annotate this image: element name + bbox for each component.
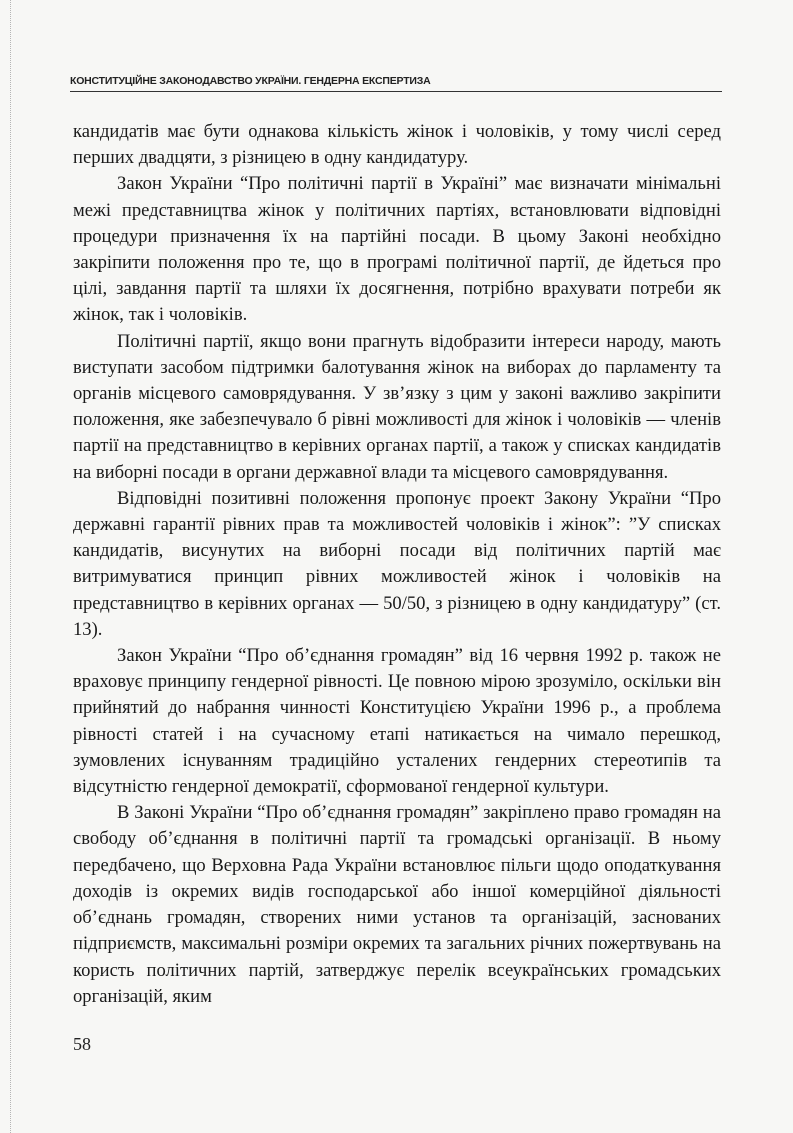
paragraph: Політичні партії, якщо вони прагнуть відобразити інтереси народу, мають виступати засобом підтримки балотування жінок на виборах до парламенту та органів місцевого самоврядування. У зв’язку з цим у законі важливо закріпити положення, яке забезпечувало б рівні можливості для жінок і чоловіків — членів партії на представництво в керівних органах партії, а також у списках кандидатів на виборні посади в органи державної влади та місцевого самоврядування. xyxy=(73,330,721,483)
paragraph: В Законі України “Про об’єднання громадян” закріплено право громадян на свободу об’єднання в політичні партії та громадські організації. В ньому передбачено, що Верховна Рада України встановлює пільги щодо оподаткування доходів із окремих видів господарської або іншої комерційної діяльності об’єднань громадян, створених ними установ та організацій, заснованих підприємств, максимальні розміри окремих та загальних річних пожертвувань на користь політичних партій, затверджує перелік всеукраїнських громадських організацій, яким xyxy=(73,802,721,1007)
paragraph: кандидатів має бути однакова кількість жінок і чоловіків, у тому числі серед перших двадцяти, з різницею в одну кандидатуру. xyxy=(73,121,721,169)
paragraph: Закон України “Про об’єднання громадян” від 16 червня 1992 р. також не враховує принципу гендерної рівності. Це повною мірою зрозуміло, оскільки він прийнятий до набрання чинності Конституцією України 1996 р., а проблема рівності статей і на сучасному етапі натикається на чимало перешкод, зумовлених існуванням традиційно усталених гендерних стереотипів та відсутністю гендерної демократії, сформованої гендерної культури. xyxy=(73,645,721,798)
paragraph: Відповідні позитивні положення пропонує проект Закону України “Про державні гарантії рівних прав та можливостей чоловіків і жінок”: ”У списках кандидатів, висунутих на виборні посади від політичних партій має витримуватися принцип рівних можливостей жінок і чоловіків на представництво в керівних органах — 50/50, з різницею в одну кандидатуру” (ст. 13). xyxy=(73,487,721,640)
header-divider xyxy=(70,91,722,92)
body-text xyxy=(73,119,721,1010)
paragraph: Закон України “Про політичні партії в Україні” має визначати мінімальні межі представництва жінок у політичних партіях, встановлювати відповідні процедури призначення їх на партійні посади. В цьому Законі необхідно закріпити положення про те, що в програмі політичної партії, де йдеться про цілі, завдання партії та шляхи їх досягнення, потрібно врахувати потреби як жінок, так і чоловіків. xyxy=(73,173,721,326)
page-left-edge xyxy=(10,0,12,1133)
running-header: КОНСТИТУЦІЙНЕ ЗАКОНОДАВСТВО УКРАЇНИ. ГЕНДЕРНА ЕКСПЕРТИЗА xyxy=(70,75,431,87)
page-number: 58 xyxy=(73,1034,91,1054)
